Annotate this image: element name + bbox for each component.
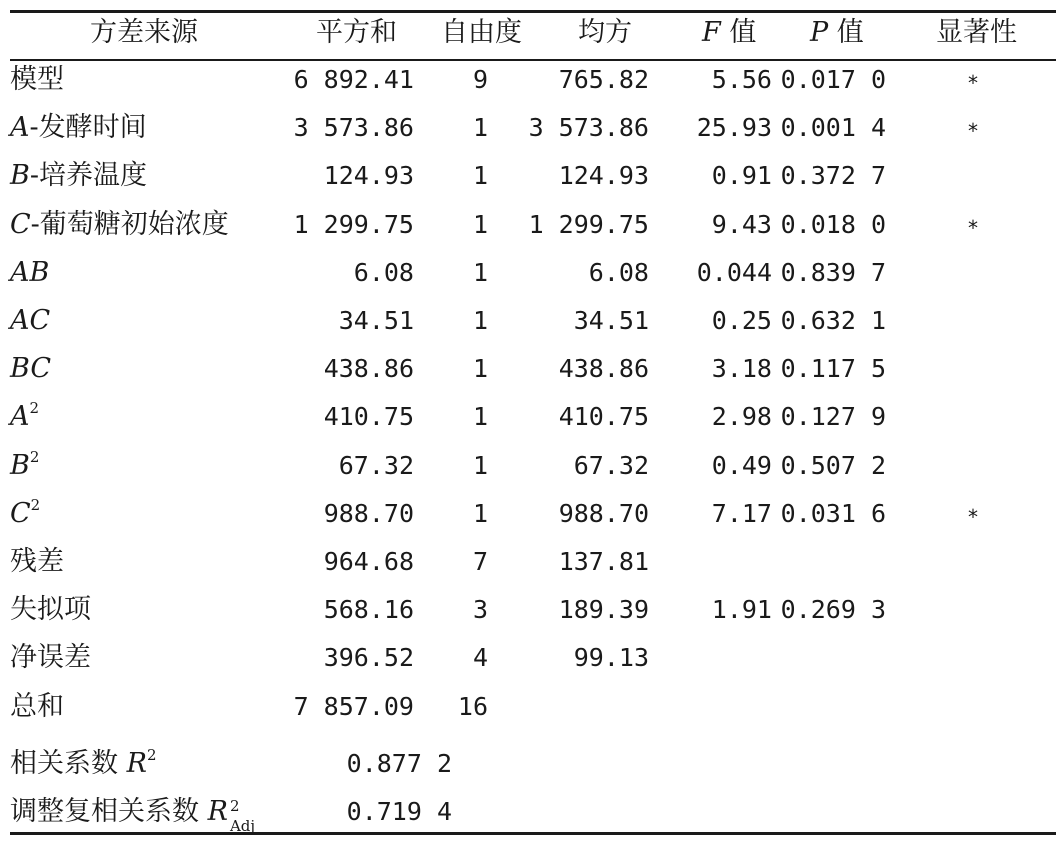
row-sum-of-squares: 410.75 [323, 402, 414, 431]
row-f-value: 0.91 [711, 161, 772, 190]
r-squared-adj-subscript: Adj [229, 817, 256, 835]
r-squared-exponent: 2 [146, 746, 157, 764]
row-f-value: 0.25 [711, 306, 772, 335]
header-f-suffix: 值 [720, 17, 757, 48]
row-sum-of-squares: 7 857.09 [293, 692, 414, 721]
row-p-value: 0.507 2 [780, 451, 886, 480]
row-sum-of-squares: 988.70 [323, 499, 414, 528]
row-f-value: 5.56 [711, 65, 772, 94]
row-source [10, 306, 50, 336]
row-degrees-of-freedom: 1 [472, 354, 488, 383]
row-p-value: 0.001 4 [780, 113, 886, 142]
row-degrees-of-freedom: 1 [472, 258, 488, 287]
table-bottom-rule [10, 832, 1056, 835]
row-mean-square: 34.51 [573, 306, 649, 335]
row-sum-of-squares: 3 573.86 [293, 113, 414, 142]
row-f-value: 25.93 [696, 113, 772, 142]
row-sum-of-squares: 964.68 [323, 547, 414, 576]
row-degrees-of-freedom: 9 [472, 65, 488, 94]
header-mean-square: 均方 [578, 17, 632, 48]
row-sum-of-squares: 124.93 [323, 161, 414, 190]
row-sum-of-squares: 568.16 [323, 595, 414, 624]
table-header-rule [10, 59, 1056, 61]
row-degrees-of-freedom: 3 [472, 595, 488, 624]
row-p-value: 0.127 9 [780, 402, 886, 431]
factor-symbol: BC [10, 353, 52, 384]
row-f-value: 1.91 [711, 595, 772, 624]
row-source [10, 113, 147, 143]
row-p-value: 0.839 7 [780, 258, 886, 287]
header-significance: 显著性 [936, 17, 1017, 48]
factor-symbol: AC [10, 305, 51, 336]
row-p-value: 0.018 0 [780, 210, 886, 239]
row-p-value: 0.031 6 [780, 499, 886, 528]
row-degrees-of-freedom: 4 [472, 643, 488, 672]
row-f-value: 0.49 [711, 451, 772, 480]
row-source [10, 210, 229, 240]
row-degrees-of-freedom: 1 [472, 451, 488, 480]
row-mean-square: 765.82 [558, 65, 649, 94]
factor-symbol: A [10, 112, 30, 143]
row-f-value: 7.17 [711, 499, 772, 528]
row-mean-square: 137.81 [558, 547, 649, 576]
row-source [10, 258, 49, 288]
factor-symbol: AB [10, 257, 50, 288]
row-mean-square: 410.75 [558, 402, 649, 431]
row-significance: * [968, 119, 978, 143]
row-degrees-of-freedom: 1 [472, 210, 488, 239]
factor-symbol: C [10, 209, 31, 240]
row-p-value: 0.269 3 [780, 595, 886, 624]
factor-name: -培养温度 [29, 160, 147, 191]
row-source [10, 354, 51, 384]
row-source: 残差 [10, 546, 64, 577]
row-source [10, 496, 41, 529]
factor-name: -发酵时间 [29, 112, 147, 143]
row-mean-square: 189.39 [558, 595, 649, 624]
r-squared-text: 相关系数 [10, 748, 127, 779]
header-p-value [810, 18, 864, 48]
row-sum-of-squares: 438.86 [323, 354, 414, 383]
r-squared-value: 0.877 2 [346, 749, 452, 778]
row-degrees-of-freedom: 1 [472, 402, 488, 431]
row-mean-square: 1 299.75 [528, 210, 649, 239]
row-sum-of-squares: 67.32 [338, 451, 414, 480]
row-f-value: 2.98 [711, 402, 772, 431]
header-sum-of-squares: 平方和 [316, 17, 397, 48]
row-mean-square: 6.08 [588, 258, 649, 287]
row-degrees-of-freedom: 1 [472, 499, 488, 528]
factor-exponent: 2 [29, 448, 40, 466]
r-squared-adj-label [10, 796, 268, 835]
row-mean-square: 988.70 [558, 499, 649, 528]
row-degrees-of-freedom: 1 [472, 306, 488, 335]
header-f-symbol: F [702, 17, 721, 48]
row-p-value: 0.372 7 [780, 161, 886, 190]
row-significance: * [968, 216, 978, 240]
row-p-value: 0.017 0 [780, 65, 886, 94]
factor-name: -葡萄糖初始浓度 [30, 209, 229, 240]
row-sum-of-squares: 34.51 [338, 306, 414, 335]
r-squared-adj-indices [228, 797, 268, 835]
row-significance: * [968, 71, 978, 95]
row-degrees-of-freedom: 16 [457, 692, 488, 721]
row-source: 模型 [10, 64, 64, 95]
r-squared-symbol: R [126, 748, 147, 779]
row-source: 净误差 [10, 642, 91, 673]
row-mean-square: 99.13 [573, 643, 649, 672]
row-sum-of-squares: 6 892.41 [293, 65, 414, 94]
row-sum-of-squares: 1 299.75 [293, 210, 414, 239]
factor-symbol: B [10, 450, 30, 481]
r-squared-adj-exponent: 2 [229, 797, 240, 815]
row-degrees-of-freedom: 1 [472, 113, 488, 142]
row-mean-square: 124.93 [558, 161, 649, 190]
r-squared-label [10, 746, 157, 779]
row-f-value: 9.43 [711, 210, 772, 239]
row-significance: * [968, 505, 978, 529]
factor-exponent: 2 [30, 496, 41, 514]
row-mean-square: 67.32 [573, 451, 649, 480]
row-mean-square: 3 573.86 [528, 113, 649, 142]
factor-symbol: B [10, 160, 30, 191]
row-p-value: 0.632 1 [780, 306, 886, 335]
factor-symbol: C [10, 498, 31, 529]
row-p-value: 0.117 5 [780, 354, 886, 383]
header-f-value [702, 18, 756, 48]
factor-exponent: 2 [29, 399, 40, 417]
factor-symbol: A [10, 401, 30, 432]
r-squared-adj-text: 调整复相关系数 [10, 796, 208, 827]
row-source [10, 161, 147, 191]
row-sum-of-squares: 6.08 [353, 258, 414, 287]
header-source: 方差来源 [90, 17, 198, 48]
row-mean-square: 438.86 [558, 354, 649, 383]
table-top-rule [10, 10, 1056, 13]
row-source [10, 399, 40, 432]
r-squared-adj-value: 0.719 4 [346, 797, 452, 826]
row-f-value: 0.044 [696, 258, 772, 287]
header-p-symbol: P [810, 17, 829, 48]
row-degrees-of-freedom: 1 [472, 161, 488, 190]
row-degrees-of-freedom: 7 [472, 547, 488, 576]
row-sum-of-squares: 396.52 [323, 643, 414, 672]
header-p-suffix: 值 [828, 17, 864, 48]
row-f-value: 3.18 [711, 354, 772, 383]
row-source: 总和 [10, 691, 64, 722]
r-squared-adj-symbol: R [207, 796, 228, 827]
row-source [10, 448, 40, 481]
row-source: 失拟项 [10, 594, 91, 625]
header-degrees-of-freedom: 自由度 [441, 17, 522, 48]
